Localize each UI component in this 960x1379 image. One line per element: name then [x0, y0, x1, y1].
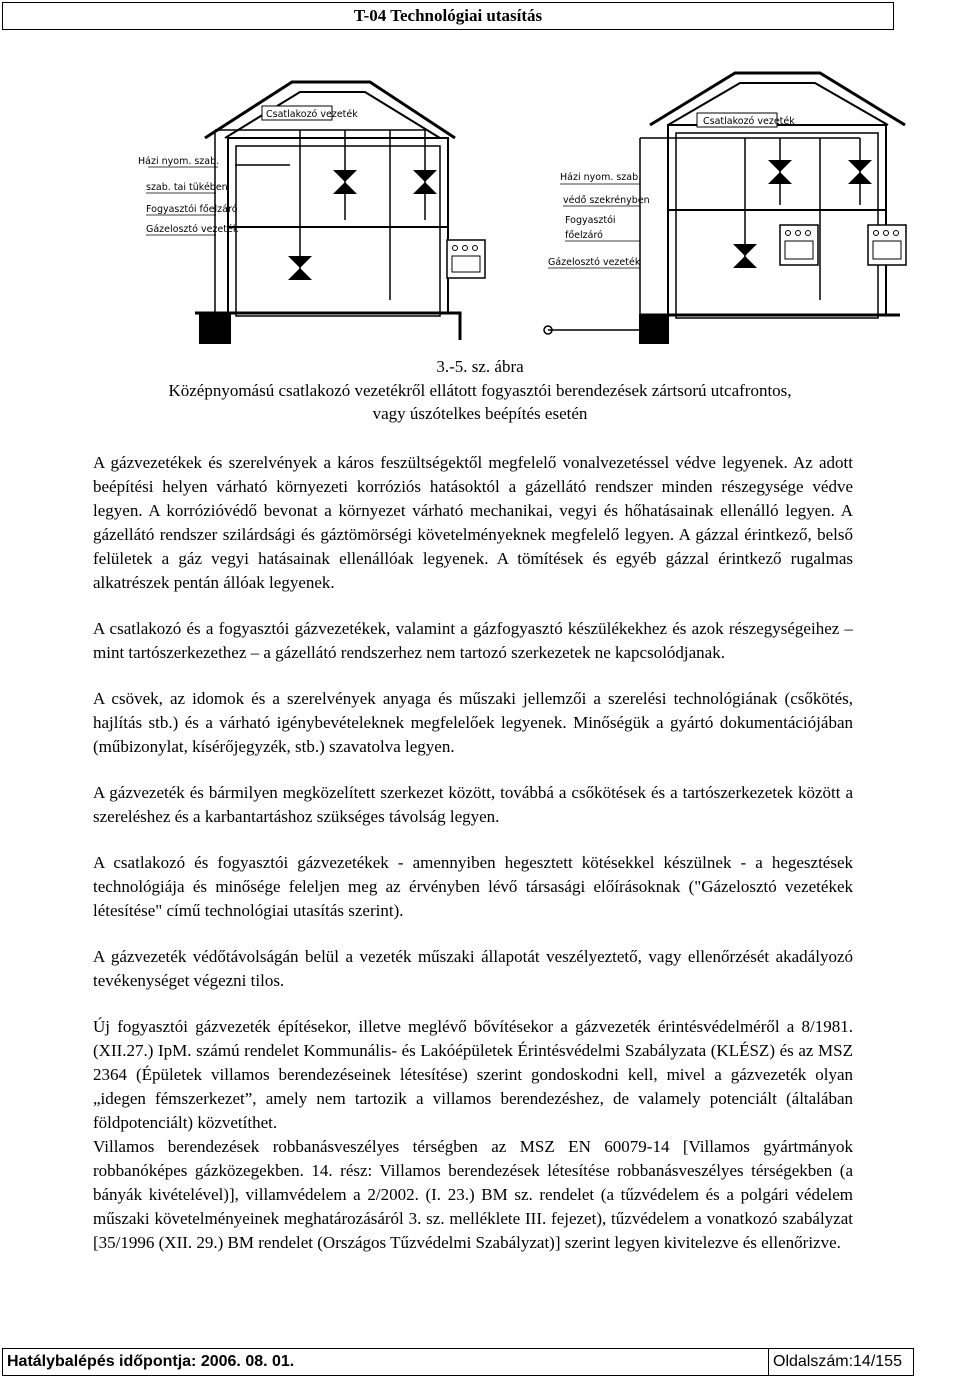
left-label-regulator: Házi nyom. szab. — [138, 156, 220, 167]
paragraph: A csatlakozó és a fogyasztói gázvezetékek, valamint a gázfogyasztó készülékekhez és azok részegységeihez – mint tartószerkezethez – a gázellátó rendszerhez nem tartozó szerkezetek ne kapcsolódjanak. — [93, 619, 853, 662]
right-label-distribution-pipe: Gázelosztó vezeték — [548, 257, 641, 268]
effective-date-value: 2006. 08. 01. — [200, 1353, 295, 1370]
figure-drawing — [0, 0, 960, 345]
figure-caption-line-2: vagy úszótelkes beépítés esetén — [372, 404, 588, 423]
page-number-value: 14/155 — [853, 1353, 902, 1370]
footer-box — [2, 1348, 914, 1376]
page-number-label: Oldalszám: — [773, 1353, 854, 1370]
paragraph: Új fogyasztói gázvezeték építésekor, illetve meglévő bővítésekor a gázvezeték érintésvédelméről a 8/1981.(XII.27.) IpM. számú rendelet Kommunális- és Lakóépületek Érintésvédelmi Szabályzata (KLÉSZ) és az MSZ 2364 (Épületek villamos berendezéseinek létesítése) szerint gondoskodni kell, mivel a gázvezeték olyan „idegen fémszerkezet”, amely nem tartozik a villamos berendezéshez, de valamely potenciált (általában földpotenciált) közvetíthet. — [93, 1017, 853, 1132]
figure-caption-number: 3.-5. sz. ábra — [436, 357, 524, 376]
right-label-service-pipe: Csatlakozó vezeték — [703, 116, 795, 127]
left-label-regulator-cabinet: szab. tai tükében — [146, 182, 228, 193]
effective-date-label: Hatálybalépés időpontja: — [7, 1353, 197, 1370]
footer-effective-date — [7, 1349, 294, 1375]
paragraph: A gázvezetékek és szerelvények a káros feszültségektől megfelelő vonalvezetéssel védve legyenek. Az adott beépítési helyen várható környezeti korróziós hatásoktól a gázellátó rendszer minden részegysége védve legyen. A korrózióvédő bevonat a környezet várható mechanikai, vegyi és hőhatásainak ellenálló legyen. A gázellátó rendszer szilárdsági és gáztömörségi követelményeknek megfelelő legyen. A gázzal érintkező, belső felületek a gáz vegyi hatásainak ellenállóak legyenek. A tömítések és egyéb gázzal érintkező rugalmas alkatrészek pentán állóak legyenek. — [93, 453, 853, 592]
right-label-regulator: Házi nyom. szab. — [560, 172, 642, 183]
figure-caption-line-1: Középnyomású csatlakozó vezetékről ellátott fogyasztói berendezések zártsorú utcafrontos, — [168, 381, 792, 400]
right-label-consumer: Fogyasztói — [565, 215, 616, 226]
right-label-main-valve: főelzáró — [565, 230, 603, 241]
left-pipes — [215, 130, 425, 318]
right-label-protective-cabinet: védő szekrényben — [563, 195, 650, 206]
footer-page-number — [768, 1349, 902, 1375]
paragraph: A gázvezeték és bármilyen megközelített szerkezet között, továbbá a csőkötések és a tartószerkezetek között a szereléshez és a karbantartáshoz szükséges távolság legyen. — [93, 783, 853, 826]
paragraph: Villamos berendezések robbanásveszélyes térségben az MSZ EN 60079-14 [Villamos gyártmányok robbanóképes gázközegekben. 14. rész: Villamos berendezések létesítése robbanásveszélyes térségekben (a bányák kivételével)], villamvédelem a 2/2002. (I. 23.) BM sz. rendelet (a tűzvédelem és a polgári védelem műszaki követelményeinek meghatározásáról 3. sz. melléklete III. fejezet), tűzvédelem a vonatkozó szabályzat [35/1996 (XII. 29.) BM rendelet (Országos Tűzvédelmi Szabályzat)] szerint legyen kivitelezve és ellenőrizve. — [93, 1137, 853, 1252]
left-label-service-pipe: Csatlakozó vezeték — [266, 109, 358, 120]
left-label-main-valve: Fogyasztói főelzáró — [146, 204, 238, 215]
body-text — [93, 451, 853, 1255]
left-appliances — [288, 170, 485, 280]
figure-gas-installation — [0, 0, 960, 345]
paragraph: A csatlakozó és fogyasztói gázvezetékek - amennyiben hegesztett kötésekkel készülnek - a hegesztések technológiája és minősége feleljen meg az érvényben lévő társasági előírásoknak ("Gázelosztó vezetékek létesítése" című technológiai utasítás szerint). — [93, 853, 853, 920]
paragraph: A csövek, az idomok és a szerelvények anyaga és műszaki jellemzői a szerelési technológiának (csőkötés, hajlítás stb.) és a várható igénybevételeknek megfelelőek legyenek. Minőségük a gyártó dokumentációjában (műbizonylat, kísérőjegyzék, stb.) szavatolva legyen. — [93, 689, 853, 756]
right-appliances — [544, 160, 906, 334]
document-title: T-04 Technológiai utasítás — [353, 6, 543, 25]
left-label-distribution-pipe: Gázelosztó vezeték — [146, 224, 239, 235]
paragraph: A gázvezeték védőtávolságán belül a vezeték műszaki állapotát veszélyeztető, vagy ellenőrzését akadályozó tevékenységet végezni tilos. — [93, 947, 853, 990]
